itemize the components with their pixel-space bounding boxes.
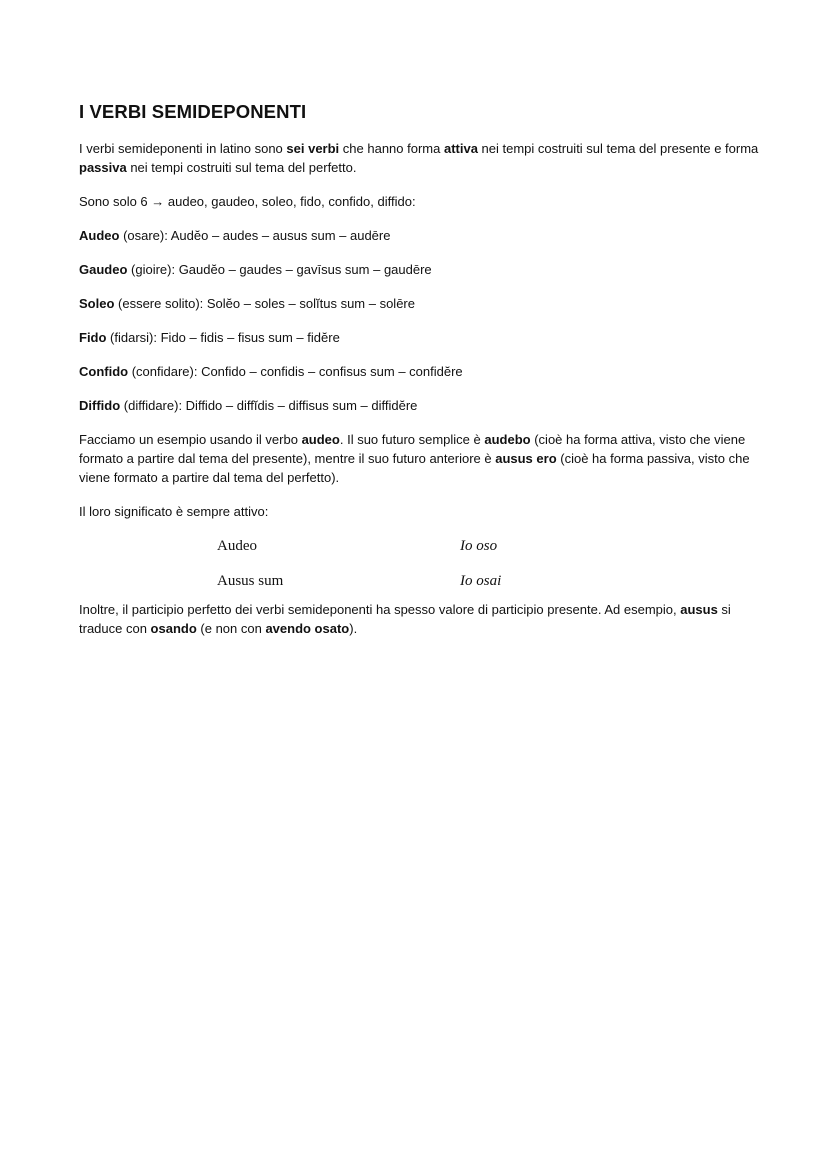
latin-form: Ausus sum xyxy=(217,573,284,589)
example-text-3: (cioè ha forma attiva, visto che viene formato a partire dal tema del presente), mentre il suo futuro anteriore è xyxy=(79,432,746,466)
example-text-2: . Il suo futuro semplice è xyxy=(339,432,485,447)
closing-text-2: si traduce con xyxy=(79,602,731,636)
italian-translation: Io oso xyxy=(460,538,498,554)
translation-row xyxy=(79,536,759,571)
verb-entry xyxy=(79,396,759,415)
verb-forms: (diffidare): Diffido – diffĭdis – diffisus sum – diffidĕre xyxy=(120,398,418,413)
verb-forms: (osare): Audĕo – audes – ausus sum – audēre xyxy=(119,228,391,243)
translation-table xyxy=(79,536,759,606)
intro-text-4: nei tempi costruiti sul tema del perfetto. xyxy=(126,160,357,175)
closing-bold-2: osando xyxy=(150,621,197,636)
verb-forms: (essere solito): Solĕo – soles – solĭtus sum – solēre xyxy=(114,296,415,311)
latin-form: Audeo xyxy=(217,538,257,554)
example-bold-3: ausus ero xyxy=(495,451,557,466)
verb-forms: (confidare): Confido – confidis – confisus sum – confidĕre xyxy=(128,364,463,379)
verb-name: Diffido xyxy=(79,398,121,413)
verb-name: Audeo xyxy=(79,228,120,243)
example-bold-1: audeo xyxy=(301,432,340,447)
verb-entry xyxy=(79,260,759,279)
closing-bold-1: ausus xyxy=(680,602,718,617)
example-bold-2: audebo xyxy=(484,432,531,447)
example-text-4: (cioè ha forma passiva, visto che viene formato a partire dal tema del perfetto). xyxy=(79,451,750,485)
intro-bold-1: sei verbi xyxy=(286,141,340,156)
intro-text-3: nei tempi costruiti sul tema del presente e forma xyxy=(477,141,759,156)
closing-text-1: Inoltre, il participio perfetto dei verbi semideponenti ha spesso valore di participio presente. Ad esempio, xyxy=(79,602,681,617)
verb-entry xyxy=(79,328,759,347)
intro-text-1: I verbi semideponenti in latino sono xyxy=(79,141,287,156)
verb-name: Gaudeo xyxy=(79,262,128,277)
verb-entry xyxy=(79,362,759,381)
verb-name: Fido xyxy=(79,330,107,345)
meaning-line: Il loro significato è sempre attivo: xyxy=(79,504,269,519)
verb-forms: (fidarsi): Fido – fidis – fisus sum – fidĕre xyxy=(106,330,340,345)
intro-text-2: che hanno forma xyxy=(339,141,444,156)
intro-paragraph xyxy=(79,139,759,177)
verb-name: Confido xyxy=(79,364,129,379)
verb-forms: (gioire): Gaudĕo – gaudes – gavīsus sum – gaudēre xyxy=(127,262,432,277)
closing-text-3: (e non con xyxy=(196,621,266,636)
closing-bold-3: avendo osato xyxy=(265,621,350,636)
verb-entry xyxy=(79,294,759,313)
closing-text-4: ). xyxy=(349,621,358,636)
verb-entry xyxy=(79,226,759,245)
example-text-1: Facciamo un esempio usando il verbo xyxy=(79,432,302,447)
example-paragraph xyxy=(79,430,759,487)
verb-list-line: Sono solo 6 → audeo, gaudeo, soleo, fido, confido, diffido: xyxy=(79,194,416,209)
intro-bold-3: passiva xyxy=(79,160,127,175)
verb-name: Soleo xyxy=(79,296,115,311)
document-page xyxy=(79,99,759,653)
italian-translation: Io osai xyxy=(460,573,502,589)
closing-paragraph xyxy=(79,600,759,638)
intro-bold-2: attiva xyxy=(443,141,478,156)
document-title: I VERBI SEMIDEPONENTI xyxy=(79,101,307,122)
